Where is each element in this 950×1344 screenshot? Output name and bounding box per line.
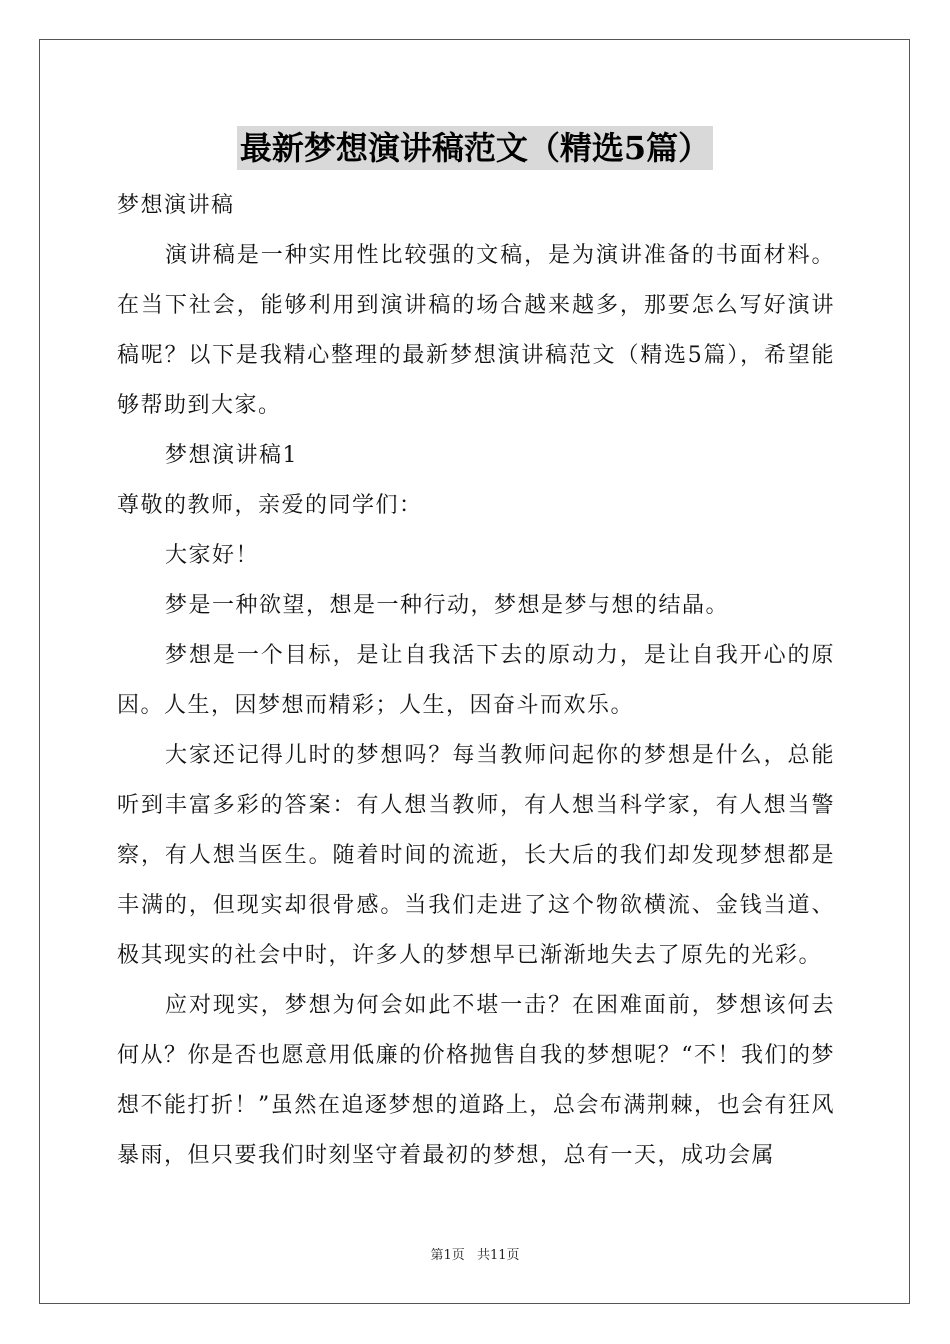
intro-paragraph: 演讲稿是一种实用性比较强的文稿，是为演讲准备的书面材料。在当下社会，能够利用到演讲稿的场合越来越多，那要怎么写好演讲稿呢？以下是我精心整理的最新梦想演讲稿范文（精选5篇），希望能够帮助到大家。 (117, 243, 835, 418)
document-body (117, 181, 835, 1181)
page-number: 第1页 (430, 1248, 465, 1263)
document-title: 最新梦想演讲稿范文（精选5篇） (237, 126, 713, 170)
body-paragraph: 梦想是一个目标，是让自我活下去的原动力，是让自我开心的原因。人生，因梦想而精彩；人生，因奋斗而欢乐。 (117, 643, 835, 718)
body-paragraph: 应对现实，梦想为何会如此不堪一击？在困难面前，梦想该何去何从？你是否也愿意用低廉的价格抛售自我的梦想呢？“不！我们的梦想不能打折！”虽然在追逐梦想的道路上，总会布满荆棘，也会有狂风暴雨，但只要我们时刻坚守着最初的梦想，总有一天，成功会属 (117, 993, 835, 1168)
salutation: 尊敬的教师，亲爱的同学们： (117, 493, 423, 518)
body-paragraph: 梦是一种欲望，想是一种行动，梦想是梦与想的结晶。 (165, 593, 730, 618)
page-total: 共11页 (476, 1248, 520, 1263)
page-footer (0, 1244, 950, 1263)
section-label: 梦想演讲稿 (117, 193, 235, 218)
greeting: 大家好！ (165, 543, 260, 568)
body-paragraph: 大家还记得儿时的梦想吗？每当教师问起你的梦想是什么，总能听到丰富多彩的答案：有人想当教师，有人想当科学家，有人想当警察，有人想当医生。随着时间的流逝，长大后的我们却发现梦想都是丰满的，但现实却很骨感。当我们走进了这个物欲横流、金钱当道、极其现实的社会中时，许多人的梦想早已渐渐地失去了原先的光彩。 (117, 743, 835, 968)
speech-heading: 梦想演讲稿1 (165, 443, 298, 468)
title-container (0, 126, 950, 170)
